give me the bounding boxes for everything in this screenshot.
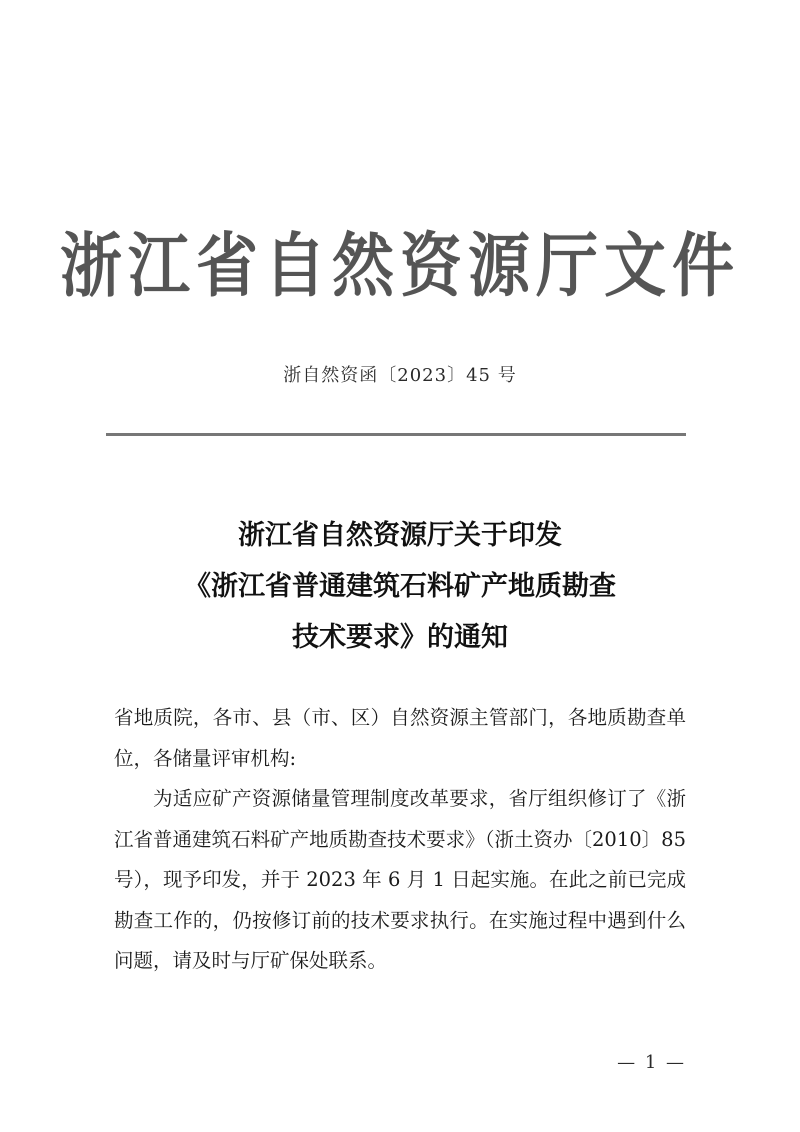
document-number: 浙自然资函〔2023〕45 号 [283, 365, 517, 386]
document-masthead: 浙江省自然资源厅文件 [59, 224, 740, 307]
notice-title-line: 技术要求》的通知 [292, 622, 508, 653]
header-divider [106, 433, 686, 436]
notice-title [0, 510, 800, 663]
page-number: — 1 — [617, 1052, 686, 1073]
recipients-line: 省地质院，各市、县（市、区）自然资源主管部门，各地质勘查单位，各储量评审机构: [114, 706, 686, 770]
body-paragraph: 为适应矿产资源储量管理制度改革要求，省厅组织修订了《浙江省普通建筑石料矿产地质勘查技术要求》（浙土资办〔2010〕85 号），现予印发，并于 2023 年 6 月 1 日起实施。在此之前已完成勘查工作的，仍按修订前的技术要求执行。在实施过程中遇到什么问题，请及时与厅矿保处联系。 [114, 787, 686, 972]
notice-title-line: 《浙江省普通建筑石料矿产地质勘查 [184, 571, 616, 602]
notice-title-line: 浙江省自然资源厅关于印发 [238, 520, 562, 551]
notice-body [114, 698, 686, 982]
